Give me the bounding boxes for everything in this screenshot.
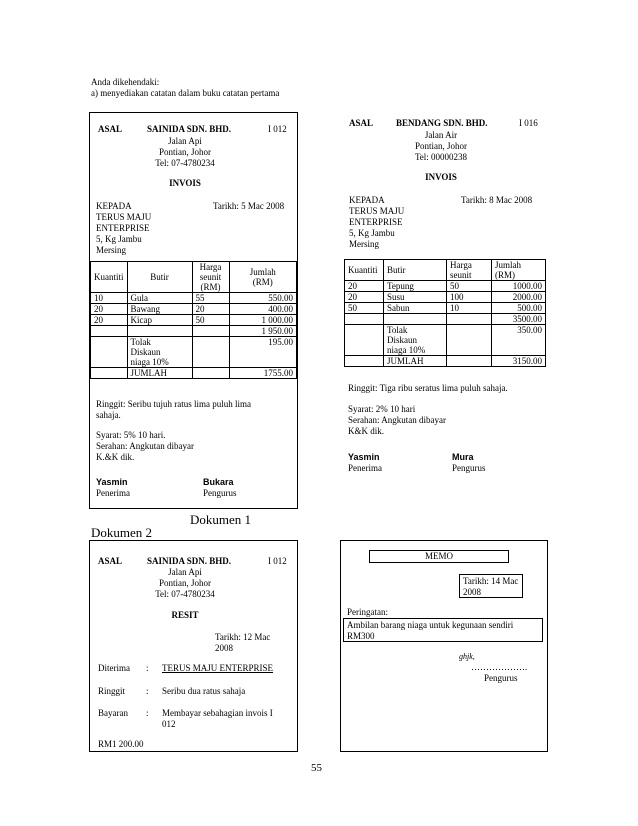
invoice-2-to2: ENTERPRISE bbox=[349, 217, 403, 227]
invoice-2-title: INVOIS bbox=[425, 172, 457, 182]
invoice-2-signature-manager: Mura bbox=[452, 452, 474, 462]
invoice-2-number: I 016 bbox=[519, 118, 538, 128]
receipt-date-1: Tarikh: 12 Mac bbox=[215, 632, 271, 642]
header-jumlah: Jumlah (RM) bbox=[229, 262, 297, 293]
intro-line-2: a) menyediakan catatan dalam buku catatan pertama bbox=[91, 88, 280, 98]
invoice-2-signature-receiver: Yasmin bbox=[348, 452, 380, 462]
receipt-addr1: Jalan Api bbox=[168, 567, 202, 577]
invoice-1-addr1: Jalan Api bbox=[168, 136, 202, 146]
table-row: 20 Bawang 20 400.00 bbox=[91, 304, 297, 315]
invoice-2-to4: Mersing bbox=[349, 239, 379, 249]
table-header bbox=[345, 260, 546, 281]
invoice-2-tel: Tel: 00000238 bbox=[414, 152, 468, 162]
memo-text: Ambilan barang niaga untuk kegunaan sendiri RM300 bbox=[343, 618, 543, 642]
colon: : bbox=[146, 708, 149, 718]
invoice-2-addr2: Pontian, Johor bbox=[414, 141, 467, 151]
memo-signature: ghjk, bbox=[459, 652, 475, 661]
receipt-amount: RM1 200.00 bbox=[98, 739, 144, 749]
invoice-1-serahan: Serahan: Angkutan dibayar bbox=[96, 441, 194, 451]
header-harga: Harga seunit bbox=[447, 260, 492, 281]
invoice-1-asal: ASAL bbox=[98, 124, 123, 134]
intro-line-1: Anda dikehendaki: bbox=[91, 77, 160, 87]
receipt-addr2: Pontian, Johor bbox=[158, 578, 211, 588]
invoice-1-title: INVOIS bbox=[169, 178, 201, 188]
invoice-1-syarat: Syarat: 5% 10 hari. bbox=[96, 430, 166, 440]
invoice-1-number: I 012 bbox=[268, 124, 287, 134]
invoice-2-table bbox=[344, 259, 546, 367]
receipt-value-bayaran-1: Membayar sebahagian invois I bbox=[162, 708, 273, 718]
header-kuantiti: Kuantiti bbox=[345, 260, 384, 281]
receipt-label-diterima: Diterima bbox=[98, 663, 130, 673]
invoice-2-date: Tarikh: 8 Mac 2008 bbox=[461, 195, 533, 205]
table-header bbox=[91, 262, 297, 293]
page-number: 55 bbox=[311, 762, 322, 774]
document-1-label: Dokumen 1 bbox=[190, 512, 252, 527]
invoice-1-signature-manager: Bukara bbox=[203, 477, 234, 487]
receipt-value-ringgit: Seribu dua ratus sahaja bbox=[162, 686, 246, 696]
invoice-1-kepada: KEPADA bbox=[96, 201, 132, 211]
invoice-1-tel: Tel: 07-4780234 bbox=[155, 158, 215, 168]
receipt-asal: ASAL bbox=[98, 556, 123, 566]
discount-row: Tolak Diskaun niaga 10% 195.00 bbox=[91, 337, 297, 368]
memo-title: MEMO bbox=[369, 550, 509, 563]
invoice-1-to1: TERUS MAJU bbox=[96, 212, 152, 222]
invoice-2-kepada: KEPADA bbox=[349, 195, 385, 205]
invoice-1-to4: Mersing bbox=[96, 245, 126, 255]
total-row: JUMLAH 3150.00 bbox=[345, 356, 546, 367]
invoice-1-company: SAINIDA SDN. BHD. bbox=[147, 124, 232, 134]
invoice-1-to3: 5, Kg Jambu bbox=[96, 234, 142, 244]
table-row: 50 Sabun 10 500.00 bbox=[345, 303, 546, 314]
colon: : bbox=[146, 663, 149, 673]
receipt-value-diterima: TERUS MAJU ENTERPRISE bbox=[162, 663, 274, 673]
invoice-2-kk: K&K dik. bbox=[348, 426, 384, 436]
memo-peringatan: Peringatan: bbox=[347, 607, 388, 617]
table-row: 20 Susu 100 2000.00 bbox=[345, 292, 546, 303]
invoice-2-role-manager: Pengurus bbox=[452, 463, 486, 473]
receipt-tel: Tel: 07-4780234 bbox=[155, 589, 215, 599]
receipt-label-bayaran: Bayaran bbox=[98, 708, 128, 718]
receipt-label-ringgit: Ringgit bbox=[98, 686, 126, 696]
subtotal-row: 1 950.00 bbox=[91, 326, 297, 337]
subtotal-row: 3500.00 bbox=[345, 314, 546, 325]
memo-dots: ………………. bbox=[471, 662, 528, 672]
header-kuantiti: Kuantiti bbox=[91, 262, 128, 293]
invoice-2-serahan: Serahan: Angkutan dibayar bbox=[348, 415, 446, 425]
table-row: 20 Tepung 50 1000.00 bbox=[345, 281, 546, 292]
invoice-2-company: BENDANG SDN. BHD. bbox=[396, 118, 488, 128]
header-butir: Butir bbox=[384, 260, 447, 281]
invoice-1-signature-receiver: Yasmin bbox=[96, 477, 128, 487]
total-row: JUMLAH 1755.00 bbox=[91, 368, 297, 379]
receipt-value-bayaran-2: 012 bbox=[162, 719, 176, 729]
receipt-company: SAINIDA SDN. BHD. bbox=[147, 556, 232, 566]
receipt-title: RESIT bbox=[171, 610, 199, 620]
receipt-number: I 012 bbox=[268, 556, 287, 566]
invoice-1-addr2: Pontian, Johor bbox=[158, 147, 211, 157]
discount-row: Tolak Diskaun niaga 10% 350.00 bbox=[345, 325, 546, 356]
receipt-date-2: 2008 bbox=[215, 643, 233, 653]
invoice-2-role-receiver: Penerima bbox=[348, 463, 382, 473]
header-harga: Harga seunit (RM) bbox=[192, 262, 229, 293]
invoice-2-asal: ASAL bbox=[349, 118, 374, 128]
header-jumlah: Jumlah (RM) bbox=[492, 260, 546, 281]
table-row: 10 Gula 55 550.00 bbox=[91, 293, 297, 304]
invoice-1-table bbox=[90, 261, 297, 379]
invoice-1-kk: K.&K dik. bbox=[96, 452, 135, 462]
invoice-2-addr1: Jalan Air bbox=[424, 130, 458, 140]
invoice-1-ringgit-1: Ringgit: Seribu tujuh ratus lima puluh lima bbox=[96, 399, 251, 409]
invoice-1 bbox=[89, 112, 298, 509]
invoice-1-to2: ENTERPRISE bbox=[96, 223, 150, 233]
invoice-1-date: Tarikh: 5 Mac 2008 bbox=[213, 201, 285, 211]
memo-role: Pengurus bbox=[484, 673, 518, 683]
invoice-1-role-manager: Pengurus bbox=[203, 488, 237, 498]
invoice-2-syarat: Syarat: 2% 10 hari bbox=[348, 404, 416, 414]
invoice-2-to3: 5, Kg Jambu bbox=[349, 228, 395, 238]
invoice-1-role-receiver: Penerima bbox=[96, 488, 130, 498]
memo-date: Tarikh: 14 Mac 2008 bbox=[459, 574, 523, 598]
invoice-1-ringgit-2: sahaja. bbox=[96, 410, 121, 420]
receipt bbox=[89, 540, 298, 752]
memo bbox=[340, 540, 548, 752]
colon: : bbox=[146, 686, 149, 696]
table-row: 20 Kicap 50 1 000.00 bbox=[91, 315, 297, 326]
header-butir: Butir bbox=[127, 262, 192, 293]
document-2-label: Dokumen 2 bbox=[91, 525, 153, 540]
invoice-2-ringgit: Ringgit: Tiga ribu seratus lima puluh sahaja. bbox=[348, 383, 508, 393]
invoice-2-to1: TERUS MAJU bbox=[349, 206, 405, 216]
